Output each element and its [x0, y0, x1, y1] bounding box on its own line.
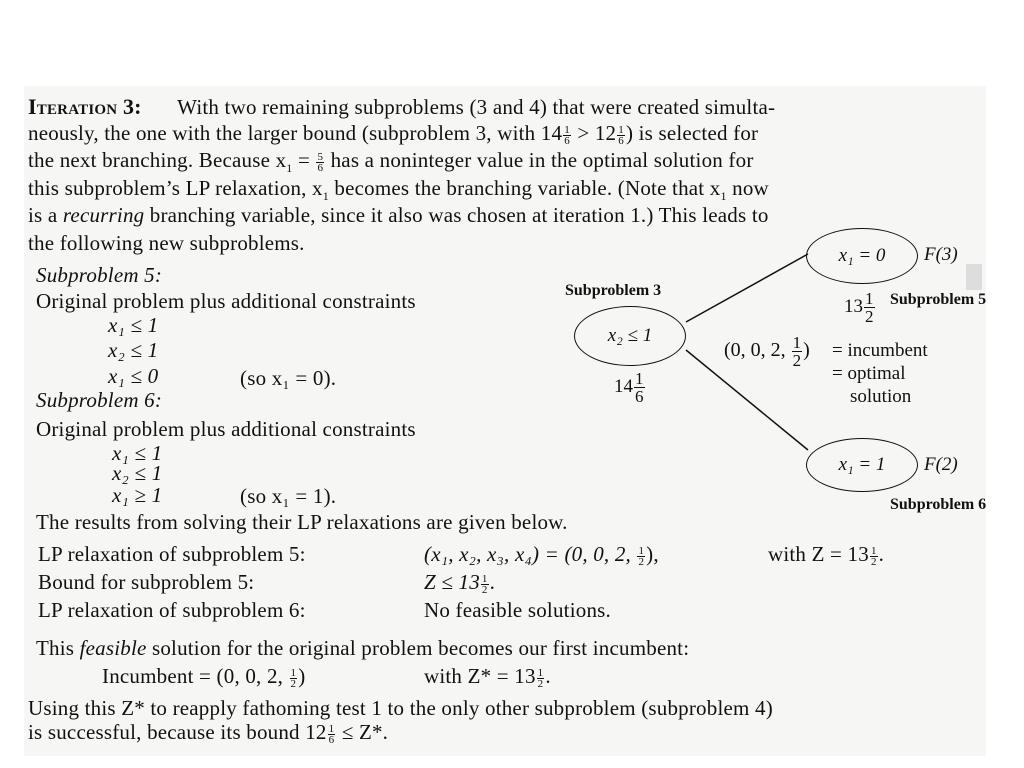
bottom-node: x₁ = 1 — [806, 438, 918, 492]
text: with Z* = 13 — [424, 664, 536, 688]
subproblem5-constraint1: x₁ ≤ 1 — [108, 313, 159, 337]
top-node: x₁ = 0 — [806, 228, 918, 284]
subproblem5-desc: Original problem plus additional constraints — [36, 289, 416, 313]
text: ) — [298, 664, 306, 688]
text: 14 — [614, 375, 633, 397]
text: ), — [646, 542, 659, 566]
text: Z ≤ 13 — [424, 570, 480, 594]
text: (x₁, x₂, x₃, x₄) = (0, 0, 2, — [424, 542, 637, 566]
para1-line6: the following new subproblems. — [28, 231, 305, 255]
subproblem6-desc: Original problem plus additional constraints — [36, 417, 416, 441]
subproblem6-note: (so x₁ = 1). — [240, 484, 337, 508]
text: (0, 0, 2, — [724, 339, 791, 362]
text: is a — [28, 203, 63, 227]
result3-label: LP relaxation of subproblem 6: — [38, 598, 306, 622]
text: Incumbent = (0, 0, 2, — [102, 664, 289, 688]
subproblem5-constraint2: x₂ ≤ 1 — [108, 338, 159, 362]
fraction: $\frac{1}{2}$ — [537, 666, 544, 690]
edge-top — [686, 254, 808, 322]
subproblem5-title: Subproblem 5: — [36, 263, 163, 287]
fraction: $\frac{1}{6}$ — [328, 722, 335, 746]
text: ) is selected for — [625, 121, 759, 145]
subproblem6-constraint3: x₁ ≥ 1 — [112, 483, 163, 507]
para1-line3: the next branching. Because $x_1$ = $\frac{5}{6}$ has a noninteger value in the optimal solution for — [28, 148, 754, 176]
text: becomes the branching variable. (Note that x — [328, 176, 721, 200]
bottom-node-tag: F(2) — [924, 454, 958, 475]
label-subproblem3: Subproblem 3 — [565, 282, 662, 299]
text: > 12 — [571, 121, 617, 145]
text: With two remaining subproblems (3 and 4) that were created simulta- — [177, 95, 776, 119]
subproblem5-constraint3: x₁ ≤ 0 — [108, 364, 159, 388]
text: . — [489, 570, 496, 594]
text: recurring — [62, 203, 145, 227]
fraction: $\frac{1}{2}$ — [481, 572, 488, 596]
fraction: $\frac{5}{6}$ — [317, 150, 324, 174]
eq-incumbent: = incumbent — [832, 340, 928, 361]
subproblem6-constraint2: x₂ ≤ 1 — [112, 461, 163, 485]
root-bound — [614, 370, 646, 405]
result3-value: No feasible solutions. — [424, 598, 611, 622]
fraction: $\frac{1}{2}$ — [870, 544, 877, 568]
top-bound — [844, 290, 876, 325]
text: with Z = 13 — [768, 542, 869, 566]
results-intro: The results from solving their LP relaxations are given below. — [36, 510, 568, 534]
fraction: $\frac{1}{2}$ — [638, 544, 645, 568]
text: . — [545, 664, 551, 688]
fraction: $\frac{1}{2}$ — [865, 289, 874, 326]
text: = — [292, 148, 316, 172]
label-subproblem5: Subproblem 5 — [890, 291, 987, 308]
subproblem5-note: (so x₁ = 0). — [240, 366, 337, 390]
fraction: $\frac{1}{6}$ — [635, 369, 644, 406]
iteration-heading: Iteration 3: — [28, 94, 142, 119]
fraction: $\frac{1}{6}$ — [564, 123, 570, 147]
eq-solution: solution — [850, 386, 912, 407]
label-subproblem6: Subproblem 6 — [890, 496, 987, 513]
text: . — [878, 542, 885, 566]
text: the next branching. Because x — [28, 148, 287, 172]
text: has a noninteger value in the optimal solution for — [325, 148, 754, 172]
text: now — [726, 176, 769, 200]
text: This — [36, 636, 80, 660]
root-node: x₂ ≤ 1 — [574, 306, 686, 366]
incumbent-vector — [724, 334, 810, 369]
text: solution for the original problem becomes our first incumbent: — [146, 636, 690, 660]
text: 13 — [844, 295, 863, 317]
subproblem6-title: Subproblem 6: — [36, 388, 163, 412]
text: branching variable, since it also was chosen at iteration 1.) This leads to — [144, 203, 769, 227]
top-node-tag: F(3) — [924, 244, 958, 265]
text: is successful, because its bound 12 — [28, 720, 327, 744]
fraction: $\frac{1}{2}$ — [792, 333, 802, 370]
closing-line1: Using this Z* to reapply fathoming test 1 to the only other subproblem (subproblem 4) — [28, 696, 773, 720]
para1-line4: this subproblem’s LP relaxation, $x_1$ becomes the branching variable. (Note that $x_1$ now — [28, 176, 769, 204]
fraction: $\frac{1}{6}$ — [618, 123, 624, 147]
text: ≤ Z*. — [336, 720, 389, 744]
subproblem6-constraint1: x₁ ≤ 1 — [112, 441, 163, 465]
text: feasible — [79, 636, 147, 660]
eq-optimal: = optimal — [832, 363, 906, 384]
text: this subproblem’s LP relaxation, x — [28, 176, 323, 200]
result2-label: Bound for subproblem 5: — [38, 570, 255, 594]
text: ) — [803, 339, 810, 362]
result1-label: LP relaxation of subproblem 5: — [38, 542, 306, 566]
fraction: $\frac{1}{2}$ — [290, 666, 297, 690]
text: neously, the one with the larger bound (subproblem 3, with 14 — [28, 121, 563, 145]
